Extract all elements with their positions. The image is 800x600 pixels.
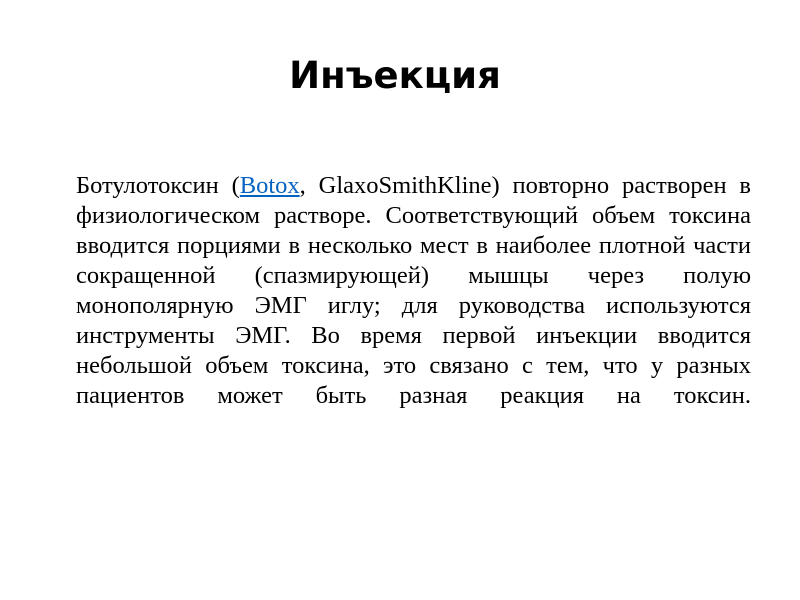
- body-text-after-link: , GlaxoSmithKline) повторно растворен в физиологическом растворе. Соответствующий объем токсина вводится порциями в несколько мест в наиболее плотной части сокращенной (спазмирующей) мышцы через полую монополярную ЭМГ иглу; для руководства используются инструменты ЭМГ. Во время первой инъекции вводится небольшой объем токсина, это связано с тем, что у разных пациентов может быть разная реакция на токсин.: [76, 172, 751, 409]
- slide-body-paragraph: [76, 171, 751, 411]
- botox-link[interactable]: Botox: [239, 172, 300, 199]
- slide-title: Инъекция: [289, 54, 501, 97]
- body-text-before-link: Ботулотоксин (: [76, 172, 240, 199]
